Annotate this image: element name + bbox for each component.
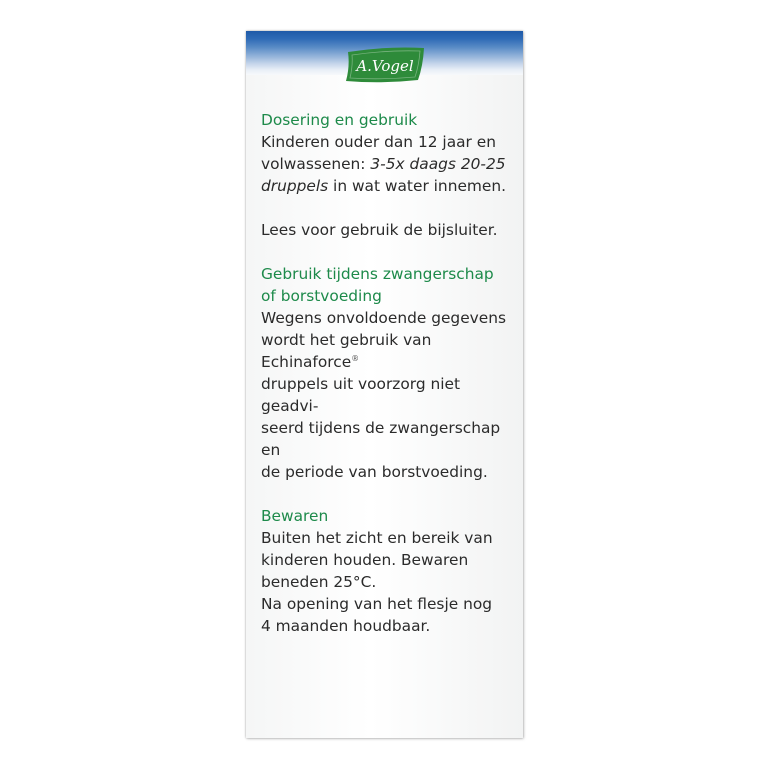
zwangerschap-line-1: Wegens onvoldoende gegevens xyxy=(261,309,507,327)
section-heading-dosering: Dosering en gebruik xyxy=(261,111,418,129)
bewaren-line-5: 4 maanden houdbaar. xyxy=(261,617,431,635)
dosering-unit: druppels xyxy=(261,177,329,195)
zwangerschap-line-5: de periode van borstvoeding. xyxy=(261,463,488,481)
registered-mark: ® xyxy=(351,354,360,363)
bewaren-line-1: Buiten het zicht en bereik van xyxy=(261,529,493,547)
svg-text:A.Vogel: A.Vogel xyxy=(356,57,414,75)
package-side-panel xyxy=(246,31,523,738)
zwangerschap-line-4: seerd tijdens de zwangerschap en xyxy=(261,419,501,459)
bewaren-line-3: beneden 25°C. xyxy=(261,573,377,591)
section-heading-zwangerschap-2: of borstvoeding xyxy=(261,287,382,305)
avogel-logo-icon xyxy=(344,46,426,83)
avogel-logo xyxy=(344,46,426,83)
section-heading-bewaren: Bewaren xyxy=(261,507,329,525)
dosering-line-1: Kinderen ouder dan 12 jaar en xyxy=(261,133,497,151)
dosering-line-3 xyxy=(261,175,516,197)
product-info-text xyxy=(261,109,516,637)
section-heading-zwangerschap-1: Gebruik tijdens zwangerschap xyxy=(261,265,494,283)
dosering-text: volwassenen: xyxy=(261,155,371,173)
dosering-instruction: in wat water innemen. xyxy=(328,177,507,195)
zwangerschap-line-2 xyxy=(261,329,516,373)
bewaren-line-4: Na opening van het flesje nog xyxy=(261,595,493,613)
zwangerschap-line-3: druppels uit voorzorg niet geadvi- xyxy=(261,375,461,415)
dosering-line-2 xyxy=(261,153,516,175)
dosering-amount: 3-5x daags 20-25 xyxy=(370,155,506,173)
bewaren-line-2: kinderen houden. Bewaren xyxy=(261,551,469,569)
leaflet-note: Lees voor gebruik de bijsluiter. xyxy=(261,221,498,239)
zwangerschap-text: wordt het gebruik van Echinaforce xyxy=(261,331,432,371)
